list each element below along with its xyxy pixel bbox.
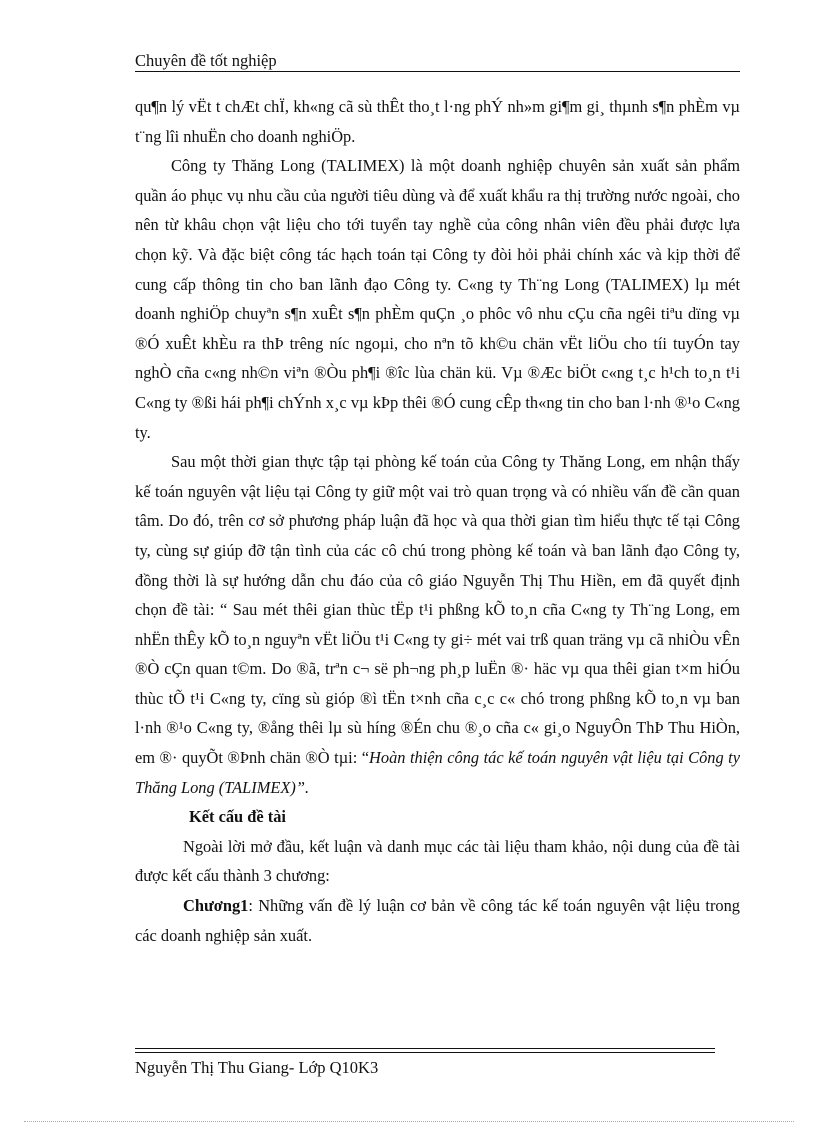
paragraph-2: Công ty Thăng Long (TALIMEX) là một doanh nghiệp chuyên sản xuất sản phẩm quần áo phục vụ nhu cầu của người tiêu dùng và để xuất khẩu ra thị trường nước ngoài, cho nên từ khâu chọn vật liệu cho tới tuyển tay nghề của công nhân viên đều phải được lựa chọn kỹ. Và đặc biệt công tác hạch toán tại Công ty đòi hỏi phải chính xác và kịp thời để cung cấp thông tin cho ban lãnh đạo Công ty. C«ng ty Th¨ng Long (TALIMEX) lµ mét doanh nghiÖp chuyªn s¶n xuÊt s¶n phÈm quÇn ¸o phôc vô nhu cÇu cña ngêi tiªu dïng vµ ®Ó xuÊt khÈu ra thÞ trêng níc ngoµi, cho nªn tõ kh©u chän vËt liÖu cho tíi tuyÓn tay nghÒ cña c«ng nh©n viªn ®Òu ph¶i ®îc lùa chän kü. Vµ ®Æc biÖt c«ng t¸c h¹ch to¸n t¹i C«ng ty ®ßi hái ph¶i chÝnh x¸c vµ kÞp thêi ®Ó cung cÊp th«ng tin cho ban l·nh ®¹o C«ng ty. xyxy=(135,156,740,442)
section-heading: Kết cấu đề tài xyxy=(189,807,286,827)
paragraph-1: qu¶n lý vËt t chÆt chÏ, kh«ng cã sù thÊt tho¸t l·ng phÝ nh»m gi¶m gi¸ thµnh s¶n phÈm vµ t¨ng lîi nhuËn cho doanh nghiÖp. xyxy=(135,97,740,146)
chapter-description: : Những vấn đề lý luận cơ bản về công tác kế toán nguyên vật liệu trong các doanh nghiệp sản xuất. xyxy=(135,896,740,945)
header-divider xyxy=(135,71,740,72)
page-header: Chuyên đề tốt nghiệp xyxy=(135,51,277,70)
chapter-label: Chương1 xyxy=(183,896,249,916)
paragraph-3 xyxy=(135,447,740,802)
document-body xyxy=(135,92,740,950)
thesis-topic: Hoàn thiện công tác kế toán nguyên vật liệu tại Công ty Thăng Long (TALIMEX)”. xyxy=(135,748,740,797)
page-bottom-edge xyxy=(24,1121,794,1122)
footer-divider-thin xyxy=(135,1052,715,1053)
page-footer: Nguyễn Thị Thu Giang- Lớp Q10K3 xyxy=(135,1058,379,1077)
paragraph-4: Ngoài lời mở đầu, kết luận và danh mục các tài liệu tham khảo, nội dung của đề tài được kết cấu thành 3 chương: xyxy=(135,836,740,886)
footer-divider-thick xyxy=(135,1048,715,1049)
paragraph-3-text: Sau một thời gian thực tập tại phòng kế toán của Công ty Thăng Long, em nhận thấy kế toán nguyên vật liệu tại Công ty giữ một vai trò quan trọng và có nhiều vấn đề cần quan tâm. Do đó, trên cơ sở phương pháp luận đã học và qua thời gian tìm hiểu thực tế tại Công ty, cùng sự giúp đỡ tận tình của các cô chú trong phòng kế toán và ban lãnh đạo Công ty, đồng thời là sự hướng dẫn chu đáo của cô giáo Nguyễn Thị Thu Hiền, em đã quyết định chọn đề tài: “ Sau mét thêi gian thùc tËp t¹i phßng kÕ to¸n cña C«ng ty Th¨ng Long, em nhËn thÊy kÕ to¸n nguyªn vËt liÖu t¹i C«ng ty gi÷ mét vai trß quan träng vµ cã nhiÒu vÊn ®Ò cÇn quan t©m. Do ®ã, trªn c¬ së ph¬ng ph¸p luËn ®· häc vµ qua thêi gian t×m hiÓu thùc tÕ t¹i C«ng ty, cïng sù gióp ®ì tËn t×nh cña c¸c c« chó trong phßng kÕ to¸n vµ ban l·nh ®¹o C«ng ty, ®ång thêi lµ sù híng ®Én chu ®¸o cña c« gi¸o NguyÔn ThÞ Thu HiÒn, em ®· quyÕt ®Þnh chän ®Ò tµi: “ xyxy=(135,452,740,768)
paragraph-5 xyxy=(135,891,740,950)
